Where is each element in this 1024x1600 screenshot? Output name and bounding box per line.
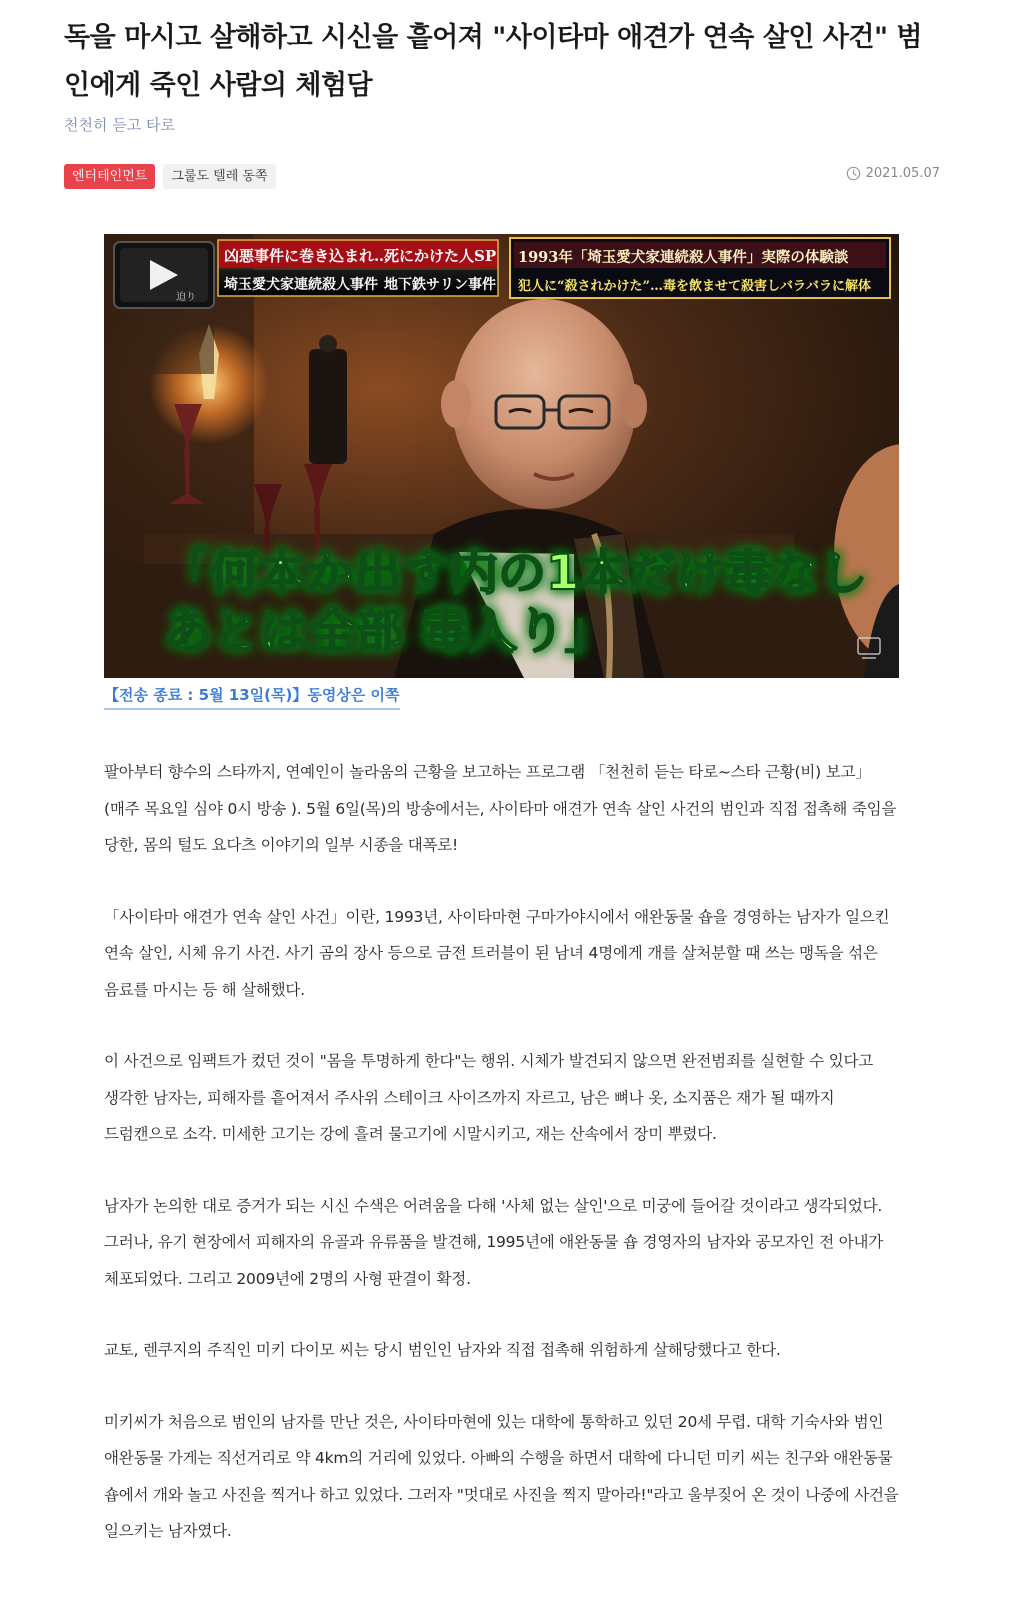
category-tag[interactable]: 엔터테인먼트 (64, 164, 155, 189)
article-body (104, 754, 904, 1585)
video-link[interactable]: 【전송 종료 : 5월 13일(목)】동영상은 이쪽 (104, 684, 400, 710)
paragraph: 미키씨가 처음으로 범인의 남자를 만난 것은, 사이타마현에 있는 대학에 통학하고 있던 20세 무렵. 대학 기숙사와 범인 애완동물 가게는 직선거리로 약 4km의 거리에 있었다. 아빠의 수행을 하면서 대학에 다니던 미키 씨는 친구와 애완동물 숍에서 개와 놀고 사진을 찍거나 하고 있었다. 그러자 "멋대로 사진을 찍지 말아라!"라고 울부짖어 온 것이 나중에 사건을 일으키는 남자였다. (104, 1412, 899, 1540)
banner-right (510, 238, 890, 298)
banner-left-line1a: 凶悪事件に巻き込まれ… (224, 247, 390, 265)
paragraph: 교토, 렌쿠지의 주직인 미키 다이모 씨는 당시 범인인 남자와 직접 접촉해 위험하게 살해당했다고 한다. (104, 1341, 781, 1359)
banner-left (218, 240, 498, 296)
caption-line2: あとは全部 毒入り」 (164, 603, 613, 659)
article-title: 독을 마시고 살해하고 시신을 흩어져 "사이타마 애견가 연속 살인 사건" 범인에게 죽인 사람의 체험담 (64, 22, 923, 101)
banner-right-line2: 犯人に“殺されかけた”…毒を飲ませて殺害しバラバラに解体 (518, 279, 871, 294)
banner-right-line1: 1993年「埼玉愛犬家連続殺人事件」実際の体験談 (518, 249, 849, 266)
channel-tag[interactable]: 그룰도 텔레 동쪽 (163, 164, 275, 189)
paragraph: 남자가 논의한 대로 증거가 되는 시신 수색은 어려움을 다해 '사체 없는 살인'으로 미궁에 들어갈 것이라고 생각되었다. 그러나, 유기 현장에서 피해자의 유골과 유류품을 발견해, 1995년에 애완동물 숍 경영자의 남자와 공모자인 전 아내가 체포되었다. 그리고 2009년에 2명의 사형 판결이 확정. (104, 1196, 884, 1288)
paragraph: 「사이타마 애견가 연속 살인 사건」이란, 1993년, 사이타마현 구마가야시에서 애완동물 숍을 경영하는 남자가 일으킨 연속 살인, 시체 유기 사건. 사기 곰의 장사 등으로 금전 트러블이 된 남녀 4명에게 개를 살처분할 때 쓰는 맹독을 섞은 음료를 마시는 등 해 살해했다. (104, 907, 890, 999)
banner-left-line1b: 死にかけた人SP (384, 247, 497, 265)
tag-list (64, 164, 276, 189)
clock-icon (846, 166, 861, 181)
program-logo (114, 242, 214, 308)
date-text: 2021.05.07 (865, 166, 940, 181)
paragraph: 이 사건으로 임팩트가 컸던 것이 "몸을 투명하게 한다"는 행위. 시체가 발견되지 않으면 완전범죄를 실현할 수 있다고 생각한 남자는, 피해자를 흩어져서 주사위 스테이크 사이즈까지 자르고, 남은 뼈나 옷, 소지품은 재가 될 때까지 드럼캔으로 소각. 미세한 고기는 강에 흘려 물고기에 시말시키고, 재는 산속에서 장미 뿌렸다. (104, 1052, 874, 1143)
paragraph: 팔아부터 향수의 스타까지, 연예인이 놀라움의 근황을 보고하는 프로그램 「천천히 듣는 타로~스타 근황(비) 보고」(매주 목요일 심야 0시 방송 ). 5월 6일(목)의 방송에서는, 사이타마 애견가 연속 살인 사건의 범인과 직접 접촉해 죽임을 당한, 몸의 털도 요다츠 이야기의 일부 시종을 대폭로! (104, 763, 897, 854)
publish-date (846, 166, 940, 181)
banner-left-line2a: 埼玉愛犬家連続殺人事件 (224, 277, 378, 293)
logo-text: 迫り (176, 292, 196, 303)
tv-still (104, 234, 899, 678)
banner-left-line2b: 地下鉄サリン事件 (384, 277, 496, 293)
caption-line1: 「何本か出す内の1本だけ毒なし (162, 545, 868, 601)
article-source[interactable]: 천천히 듣고 타로 (64, 116, 175, 134)
hero-image (104, 234, 899, 678)
